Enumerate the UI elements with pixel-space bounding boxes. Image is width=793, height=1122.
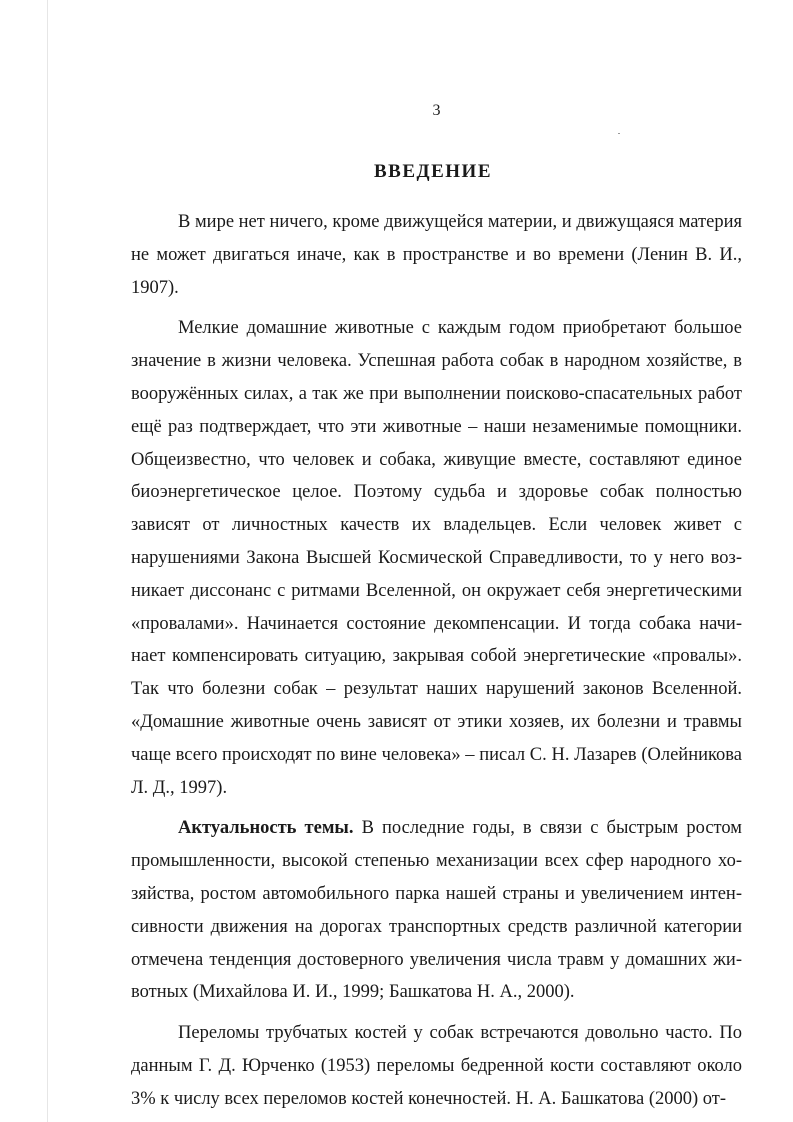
paragraph-introduction: Мелкие домашние животные с каждым годом приобретают большое значение в жизни человека. Успешная работа собак в народном хозяйстве, в вооружённых силах, а так же при выполнении поисково-спасательных работ ещё раз подтверждает, что эти животные – наши незаменимые помощники. Общеизвестно, что человек и собака, живущие вместе, составляют единое биоэнергетическое целое. Поэтому судьба и здоровье собак полностью зависят от личностных качеств их владельцев. Если человек живет с нарушениями Закона Высшей Космической Справедливости, то у него возникает диссонанс с ритмами Вселенной, он окружает себя энергетическими «провалами». Начинается состояние декомпенсации. И тогда собака начинает компенсировать ситуацию, закрывая собой энергетические «провалы». Так что болезни собак – результат наших нарушений законов Вселенной. «Домашние животные очень зависят от этики хозяев, их болезни и травмы чаще всего происходят по вине человека» – писал С. Н. Лазарев (Олейникова Л. Д., 1997). [131,318,742,798]
relevance-term: Актуальность темы. [178,818,354,839]
paragraph-relevance [131,812,742,1009]
page-number: 3 [432,102,441,119]
body-text [131,206,742,1116]
section-heading: ВВЕДЕНИЕ [374,161,492,182]
scan-speck [618,133,620,134]
paragraph-fractures: Переломы трубчатых костей у собак встречаются довольно часто. По данным Г. Д. Юрченко (1953) переломы бедренной кости составляют около 3% к числу всех переломов костей конечностей. Н. А. Башкатова (2000) от- [131,1023,742,1109]
relevance-text: В последние годы, в связи с быстрым ростом промышленности, высокой степенью механизации всех сфер народного хозяйства, ростом автомобильного парка нашей страны и увеличением интенсивности движения на дорогах транспортных средств различной категории отмечена тенденция достоверного увеличения числа травм у домашних животных (Михайлова И. И., 1999; Башкатова Н. А., 2000). [131,818,742,1003]
paragraph-epigraph: В мире нет ничего, кроме движущейся материи, и движущаяся материя не может двигаться иначе, как в пространстве и во времени (Ленин В. И., 1907). [131,212,742,298]
